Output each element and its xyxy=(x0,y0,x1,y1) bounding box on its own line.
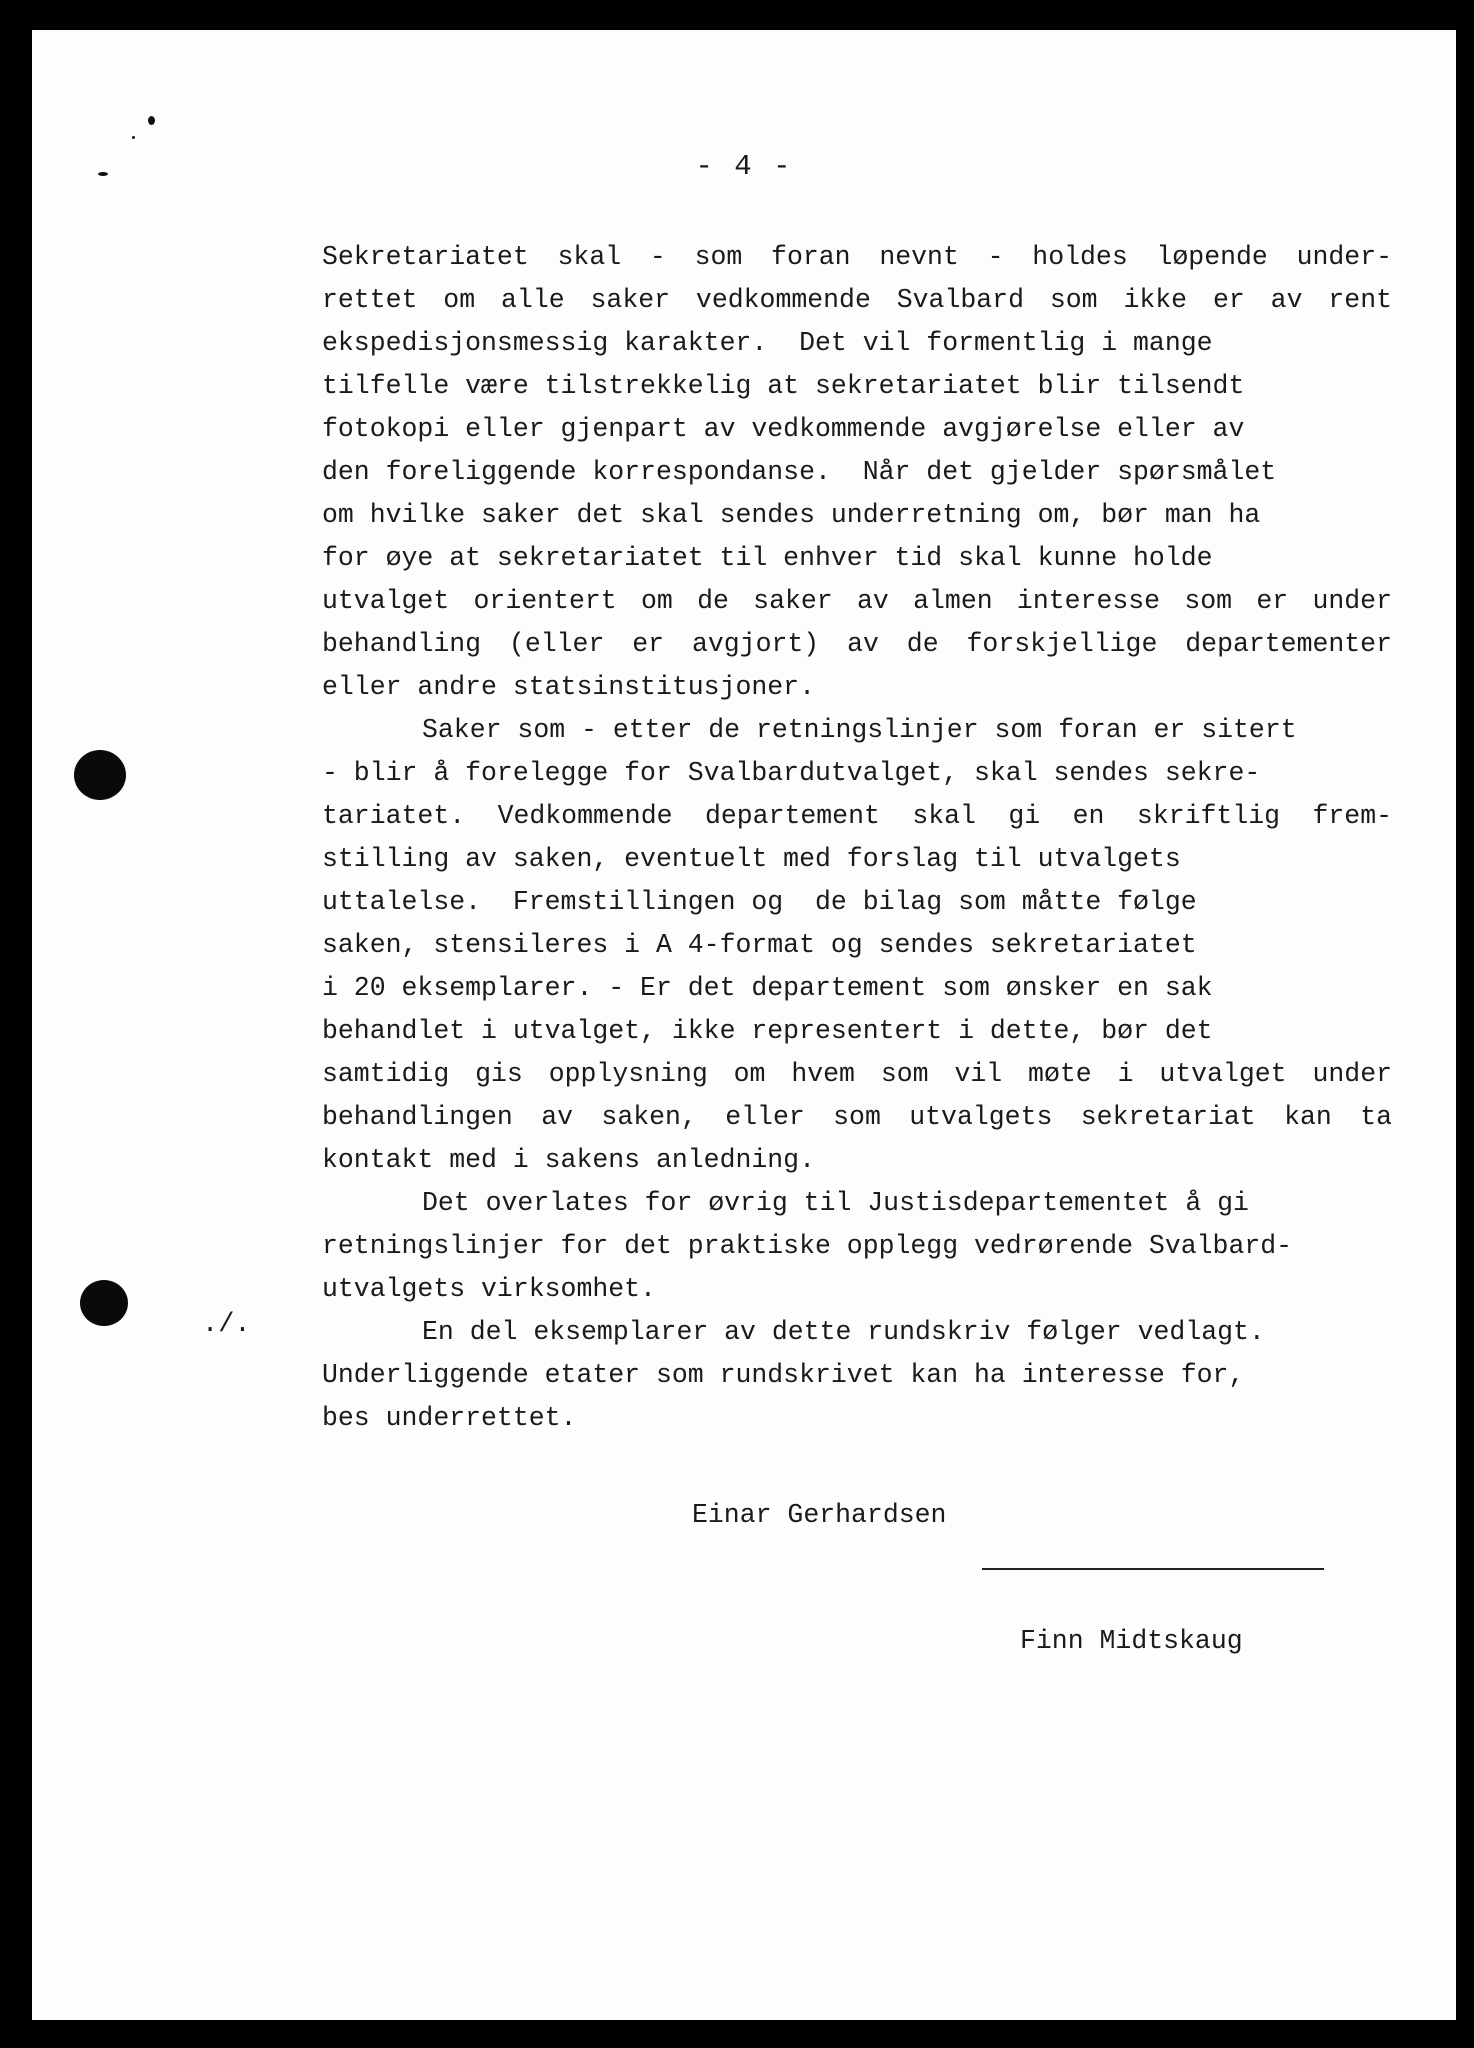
text-line: stilling av saken, eventuelt med forslag til utvalgets xyxy=(322,844,1181,874)
enclosure-mark: ./. xyxy=(202,1310,251,1340)
text-line: Underliggende etater som rundskrivet kan ha interesse for, xyxy=(322,1360,1245,1390)
text-line: tilfelle være tilstrekkelig at sekretariatet blir tilsendt xyxy=(322,371,1245,401)
text-line: uttalelse. Fremstillingen og de bilag som måtte følge xyxy=(322,887,1197,917)
text-line: eller andre statsinstitusjoner. xyxy=(322,672,815,702)
punch-hole xyxy=(74,750,126,800)
text-line: om hvilke saker det skal sendes underretning om, bør man ha xyxy=(322,500,1261,530)
text-line: behandling (eller er avgjort) av de forskjellige departementer xyxy=(322,629,1392,659)
text-line: - blir å forelegge for Svalbardutvalget, skal sendes sekre- xyxy=(322,758,1261,788)
scan-speck xyxy=(98,172,108,176)
paragraph xyxy=(322,709,1392,1182)
text-line: behandlet i utvalget, ikke representert i dette, bør det xyxy=(322,1016,1213,1046)
text-line: samtidig gis opplysning om hvem som vil møte i utvalget under xyxy=(322,1059,1392,1089)
text-line: Sekretariatet skal - som foran nevnt - holdes løpende under- xyxy=(322,242,1392,272)
text-line: Saker som - etter de retningslinjer som foran er sitert xyxy=(422,715,1297,745)
text-line: den foreliggende korrespondanse. Når det gjelder spørsmålet xyxy=(322,457,1277,487)
punch-hole xyxy=(80,1280,128,1326)
text-line: tariatet. Vedkommende departement skal gi en skriftlig frem- xyxy=(322,801,1392,831)
text-line: utvalgets virksomhet. xyxy=(322,1274,656,1304)
paragraph xyxy=(322,1182,1392,1311)
text-line: retningslinjer for det praktiske opplegg vedrørende Svalbard- xyxy=(322,1231,1293,1261)
document-page xyxy=(32,30,1456,2020)
text-line: Det overlates for øvrig til Justisdepartementet å gi xyxy=(422,1188,1249,1218)
text-line: rettet om alle saker vedkommende Svalbard som ikke er av rent xyxy=(322,285,1392,315)
letter-body xyxy=(322,236,1392,1440)
scan-speck xyxy=(148,116,155,125)
text-line: En del eksemplarer av dette rundskriv følger vedlagt. xyxy=(422,1317,1265,1347)
text-line: saken, stensileres i A 4-format og sendes sekretariatet xyxy=(322,930,1197,960)
scan-speck xyxy=(132,136,135,139)
signature-primary: Einar Gerhardsen xyxy=(692,1500,947,1530)
paragraph xyxy=(322,1311,1392,1440)
text-line: i 20 eksemplarer. - Er det departement som ønsker en sak xyxy=(322,973,1213,1003)
signature-rule xyxy=(982,1568,1324,1570)
text-line: kontakt med i sakens anledning. xyxy=(322,1145,815,1175)
signature-secondary: Finn Midtskaug xyxy=(1020,1626,1243,1656)
text-line: fotokopi eller gjenpart av vedkommende avgjørelse eller av xyxy=(322,414,1245,444)
text-line: bes underrettet. xyxy=(322,1403,577,1433)
text-line: ekspedisjonsmessig karakter. Det vil formentlig i mange xyxy=(322,328,1213,358)
text-line: behandlingen av saken, eller som utvalgets sekretariat kan ta xyxy=(322,1102,1392,1132)
text-line: utvalget orientert om de saker av almen interesse som er under xyxy=(322,586,1392,616)
paragraph xyxy=(322,236,1392,709)
text-line: for øye at sekretariatet til enhver tid skal kunne holde xyxy=(322,543,1213,573)
page-number: - 4 - xyxy=(695,150,793,183)
